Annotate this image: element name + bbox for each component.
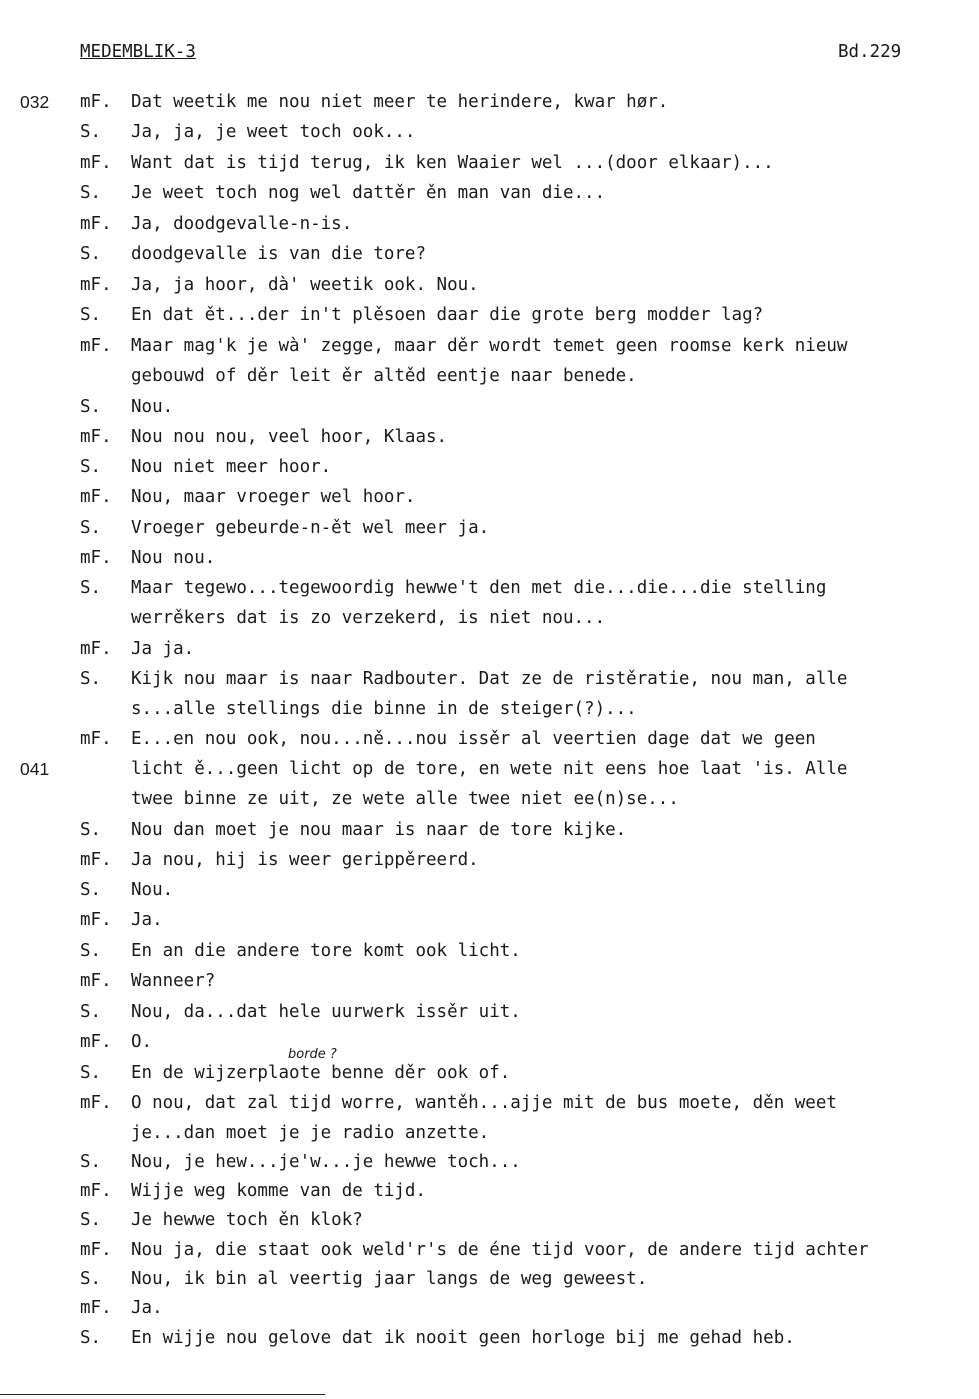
utterance-text: licht ě...geen licht op de tore, en wete nit eens hoe laat 'is. Alle bbox=[131, 759, 848, 779]
utterance-text: Ja ja. bbox=[131, 639, 195, 659]
speaker-label: mF. bbox=[80, 1298, 112, 1318]
speaker-label: S. bbox=[80, 578, 102, 598]
speaker-label: mF. bbox=[80, 1240, 112, 1260]
utterance-text: Nou dan moet je nou maar is naar de tore kijke. bbox=[131, 820, 627, 840]
speaker-label: S. bbox=[80, 1269, 102, 1289]
utterance-text: En wijje nou gelove dat ik nooit geen horloge bij me gehad heb. bbox=[131, 1328, 795, 1348]
speaker-label: mF. bbox=[80, 487, 112, 507]
utterance-text: Nou nou nou, veel hoor, Klaas. bbox=[131, 427, 448, 447]
tape-marker: 032 bbox=[20, 92, 50, 112]
speaker-label: S. bbox=[80, 1328, 102, 1348]
utterance-text: Nou ja, die staat ook weld'r's de éne tijd voor, de andere tijd achter bbox=[131, 1240, 869, 1260]
utterance-text: werrěkers dat is zo verzekerd, is niet nou... bbox=[131, 608, 606, 628]
utterance-text: Ja, doodgevalle-n-is. bbox=[131, 214, 353, 234]
utterance-text: Nou, ik bin al veertig jaar langs de weg geweest. bbox=[131, 1269, 648, 1289]
utterance-text: En de wijzerplaote benne děr ook of. bbox=[131, 1063, 511, 1083]
utterance-text: Want dat is tijd terug, ik ken Waaier wel ...(door elkaar)... bbox=[131, 153, 774, 173]
speaker-label: mF. bbox=[80, 1093, 112, 1113]
utterance-text: Nou nou. bbox=[131, 548, 216, 568]
speaker-label: mF. bbox=[80, 1181, 112, 1201]
speaker-label: S. bbox=[80, 669, 102, 689]
page-header-title: MEDEMBLIK-3 bbox=[80, 42, 196, 62]
speaker-label: S. bbox=[80, 244, 102, 264]
speaker-label: S. bbox=[80, 1063, 102, 1083]
utterance-text: Ja, ja, je weet toch ook... bbox=[131, 122, 416, 142]
utterance-text: je...dan moet je je radio anzette. bbox=[131, 1123, 490, 1143]
utterance-text: Dat weetik me nou niet meer te herindere, kwar hør. bbox=[131, 92, 669, 112]
speaker-label: S. bbox=[80, 518, 102, 538]
speaker-label: mF. bbox=[80, 1032, 112, 1052]
utterance-text: Nou niet meer hoor. bbox=[131, 457, 332, 477]
utterance-text: Vroeger gebeurde-n-ět wel meer ja. bbox=[131, 518, 490, 538]
utterance-text: Maar mag'k je wà' zegge, maar děr wordt temet geen roomse kerk nieuw bbox=[131, 336, 848, 356]
utterance-text: O nou, dat zal tijd worre, wantěh...ajje mit de bus moete, děn weet bbox=[131, 1093, 837, 1113]
speaker-label: mF. bbox=[80, 850, 112, 870]
speaker-label: S. bbox=[80, 397, 102, 417]
speaker-label: mF. bbox=[80, 548, 112, 568]
utterance-text: s...alle stellings die binne in de steiger(?)... bbox=[131, 699, 637, 719]
utterance-text: gebouwd of děr leit ěr altěd eentje naar benede. bbox=[131, 366, 637, 386]
speaker-label: mF. bbox=[80, 92, 112, 112]
utterance-text: Nou. bbox=[131, 880, 174, 900]
utterance-text: Wanneer? bbox=[131, 971, 216, 991]
speaker-label: mF. bbox=[80, 910, 112, 930]
utterance-text: Ja. bbox=[131, 1298, 163, 1318]
tape-marker: 041 bbox=[20, 759, 50, 779]
speaker-label: mF. bbox=[80, 336, 112, 356]
speaker-label: mF. bbox=[80, 729, 112, 749]
speaker-label: mF. bbox=[80, 427, 112, 447]
utterance-text: Ja. bbox=[131, 910, 163, 930]
speaker-label: mF. bbox=[80, 153, 112, 173]
footer-rule bbox=[0, 1394, 325, 1395]
utterance-text: Kijk nou maar is naar Radbouter. Dat ze de ristěratie, nou man, alle bbox=[131, 669, 848, 689]
speaker-label: mF. bbox=[80, 214, 112, 234]
utterance-text: Ja, ja hoor, dà' weetik ook. Nou. bbox=[131, 275, 479, 295]
utterance-text: Nou, da...dat hele uurwerk issěr uit. bbox=[131, 1002, 521, 1022]
utterance-text: Nou. bbox=[131, 397, 174, 417]
utterance-text: Nou, je hew...je'w...je hewwe toch... bbox=[131, 1152, 521, 1172]
utterance-text: Wijje weg komme van de tijd. bbox=[131, 1181, 427, 1201]
utterance-text: O. bbox=[131, 1032, 153, 1052]
utterance-text: Maar tegewo...tegewoordig hewwe't den met die...die...die stelling bbox=[131, 578, 827, 598]
speaker-label: S. bbox=[80, 183, 102, 203]
utterance-text: En dat ět...der in't plěsoen daar die grote berg modder lag? bbox=[131, 305, 764, 325]
speaker-label: S. bbox=[80, 941, 102, 961]
utterance-text: Je weet toch nog wel dattěr ěn man van die... bbox=[131, 183, 606, 203]
speaker-label: mF. bbox=[80, 971, 112, 991]
speaker-label: S. bbox=[80, 122, 102, 142]
speaker-label: S. bbox=[80, 880, 102, 900]
utterance-text: Nou, maar vroeger wel hoor. bbox=[131, 487, 416, 507]
speaker-label: S. bbox=[80, 1210, 102, 1230]
speaker-label: mF. bbox=[80, 275, 112, 295]
speaker-label: S. bbox=[80, 1002, 102, 1022]
speaker-label: S. bbox=[80, 457, 102, 477]
page-number: Bd.229 bbox=[838, 42, 902, 62]
utterance-text: En an die andere tore komt ook licht. bbox=[131, 941, 521, 961]
speaker-label: S. bbox=[80, 1152, 102, 1172]
speaker-label: mF. bbox=[80, 639, 112, 659]
utterance-text: Ja nou, hij is weer gerippěreerd. bbox=[131, 850, 479, 870]
utterance-text: doodgevalle is van die tore? bbox=[131, 244, 427, 264]
handwritten-annotation: borde ? bbox=[288, 1047, 337, 1062]
utterance-text: twee binne ze uit, ze wete alle twee niet ee(n)se... bbox=[131, 789, 679, 809]
speaker-label: S. bbox=[80, 820, 102, 840]
utterance-text: Je hewwe toch ěn klok? bbox=[131, 1210, 363, 1230]
speaker-label: S. bbox=[80, 305, 102, 325]
utterance-text: E...en nou ook, nou...ně...nou issěr al veertien dage dat we geen bbox=[131, 729, 816, 749]
